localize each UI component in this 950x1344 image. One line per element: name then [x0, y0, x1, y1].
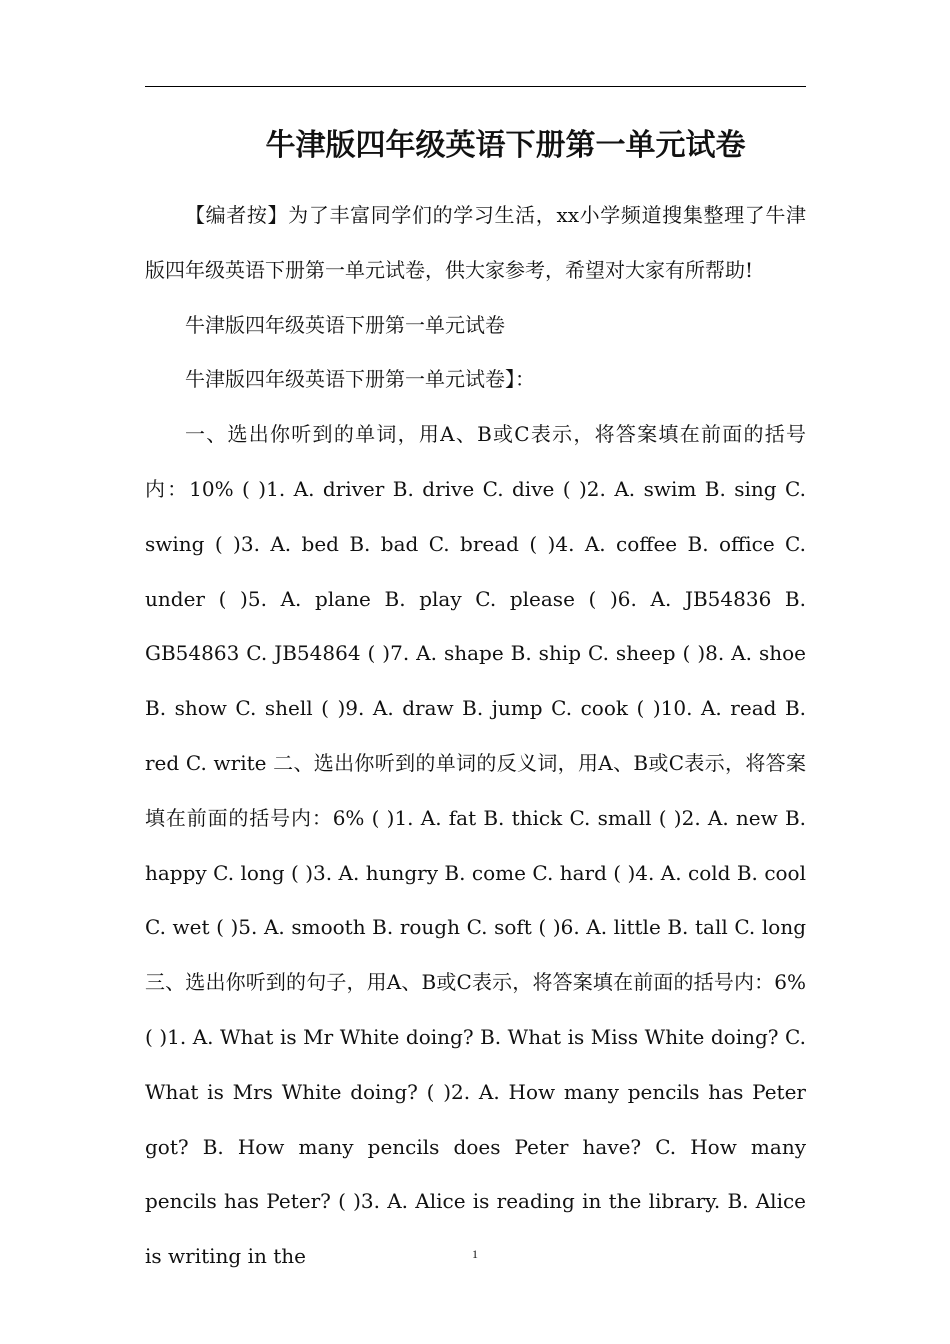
- subtitle-bracket-paragraph: 牛津版四年级英语下册第一单元试卷】：: [185, 367, 535, 392]
- editor-note-paragraph: 【编者按】为了丰富同学们的学习生活，xx小学频道搜集整理了牛津版四年级英语下册第一单元试卷，供大家参考，希望对大家有所帮助!: [145, 203, 806, 282]
- header-rule: [145, 86, 806, 87]
- subtitle-paragraph: 牛津版四年级英语下册第一单元试卷: [185, 312, 505, 337]
- document-body: [145, 188, 806, 1284]
- page-number: 1: [472, 1247, 478, 1261]
- exercise-paragraph: 一、选出你听到的单词，用A、B或C表示，将答案填在前面的括号内：10% ( )1. A. driver B. drive C. dive ( )2. A. swim B. sing C. swing ( )3. A. bed B. bad C. bread ( )4. A. coffee B. office C. under ( )5. A. plane B. play C. please ( )6. A. JB54836 B. GB54863 C. JB54864 ( )7. A. shape B. ship C. sheep ( )8. A. shoe B. show C. shell ( )9. A. draw B. jump C. cook ( )10. A. read B. red C. write 二、选出你听到的单词的反义词，用A、B或C表示，将答案填在前面的括号内：6% ( )1. A. fat B. thick C. small ( )2. A. new B. happy C. long ( )3. A. hungry B. come C. hard ( )4. A. cold B. cool C. wet ( )5. A. smooth B. rough C. soft ( )6. A. little B. tall C. long 三、选出你听到的句子，用A、B或C表示，将答案填在前面的括号内：6% ( )1. A. What is Mr White doing? B. What is Miss White doing? C. What is Mrs White doing? ( )2. A. How many pencils has Peter got? B. How many pencils does Peter have? C. How many pencils has Peter? ( )3. A. Alice is reading in the library. B. Alice is writing in the: [145, 422, 806, 1269]
- document-title: 牛津版四年级英语下册第一单元试卷: [265, 128, 746, 163]
